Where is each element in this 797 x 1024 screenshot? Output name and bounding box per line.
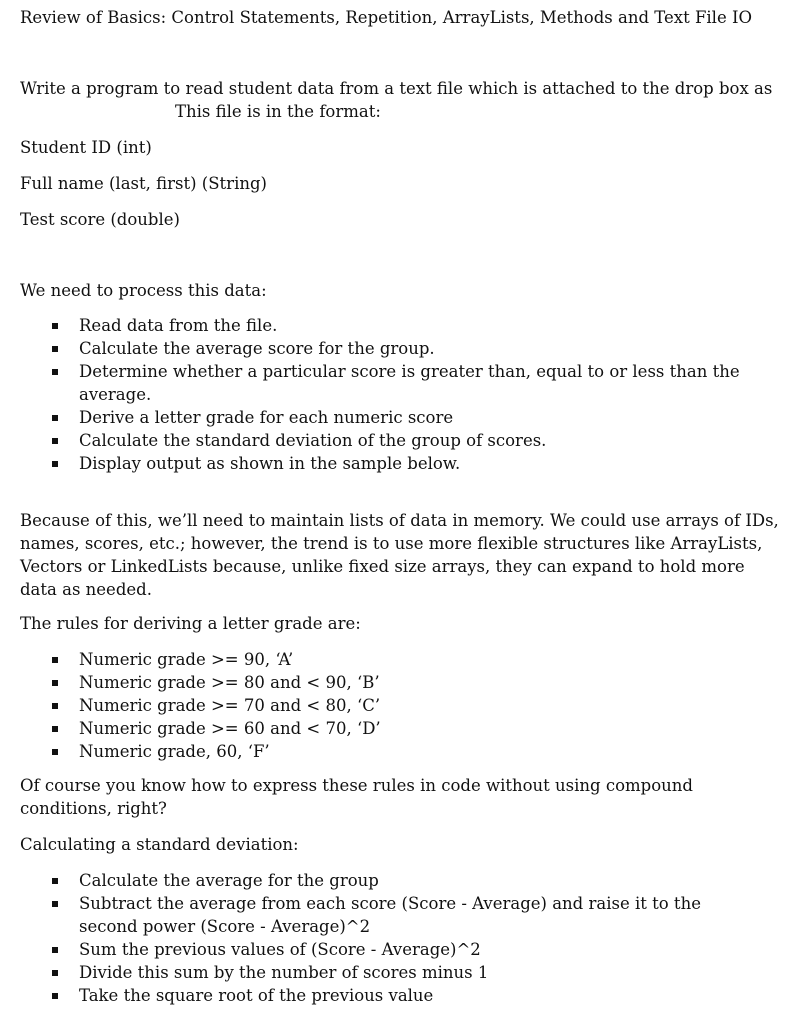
format-field-name: Full name (last, first) (String) [20,174,267,193]
bullet-icon [52,993,58,999]
bullet-icon [52,323,58,329]
stddev-steps-list [20,869,760,1007]
list-item: Take the square root of the previous value [20,984,760,1007]
bullet-icon [52,438,58,444]
bullet-icon [52,461,58,467]
list-item: Subtract the average from each score (Score - Average) and raise it to the second power (Score - Average)^2 [20,892,760,938]
list-item: Derive a letter grade for each numeric score [20,406,760,429]
list-item: Determine whether a particular score is greater than, equal to or less than the average. [20,360,760,406]
list-item: Sum the previous values of (Score - Average)^2 [20,938,760,961]
list-item: Numeric grade >= 80 and < 90, ‘B’ [20,671,760,694]
grade-rules-list [20,648,760,763]
bullet-icon [52,726,58,732]
process-steps-list [20,314,760,475]
grade-rules-heading: The rules for deriving a letter grade are: [20,614,361,633]
bullet-icon [52,369,58,375]
process-heading: We need to process this data: [20,281,267,300]
bullet-icon [52,657,58,663]
bullet-icon [52,749,58,755]
list-item: Numeric grade >= 90, ‘A’ [20,648,760,671]
list-item: Divide this sum by the number of scores minus 1 [20,961,760,984]
list-item: Calculate the standard deviation of the group of scores. [20,429,760,452]
format-field-score: Test score (double) [20,210,180,229]
bullet-icon [52,878,58,884]
bullet-icon [52,901,58,907]
format-field-id: Student ID (int) [20,138,152,157]
list-item: Calculate the average for the group [20,869,760,892]
list-item: Calculate the average score for the group. [20,337,760,360]
stddev-heading: Calculating a standard deviation: [20,835,299,854]
compound-note: Of course you know how to express these rules in code without using compound conditions, right? [20,776,693,818]
intro-line-2: This file is in the format: [175,102,381,121]
document-title: Review of Basics: Control Statements, Repetition, ArrayLists, Methods and Text File IO [20,8,753,27]
intro-line-1: Write a program to read student data from a text file which is attached to the drop box as [20,79,773,98]
bullet-icon [52,703,58,709]
bullet-icon [52,415,58,421]
bullet-icon [52,947,58,953]
bullet-icon [52,680,58,686]
list-item: Display output as shown in the sample below. [20,452,760,475]
list-item: Numeric grade >= 70 and < 80, ‘C’ [20,694,760,717]
list-item: Read data from the file. [20,314,760,337]
list-item: Numeric grade, 60, ‘F’ [20,740,760,763]
memory-paragraph: Because of this, we’ll need to maintain lists of data in memory. We could use arrays of IDs, names, scores, etc.; however, the trend is to use more flexible structures like ArrayLists, Vectors or LinkedLists because, unlike fixed size arrays, they can expand to hold more data as needed. [20,511,779,599]
bullet-icon [52,346,58,352]
list-item: Numeric grade >= 60 and < 70, ‘D’ [20,717,760,740]
intro-paragraph [20,77,785,123]
bullet-icon [52,970,58,976]
